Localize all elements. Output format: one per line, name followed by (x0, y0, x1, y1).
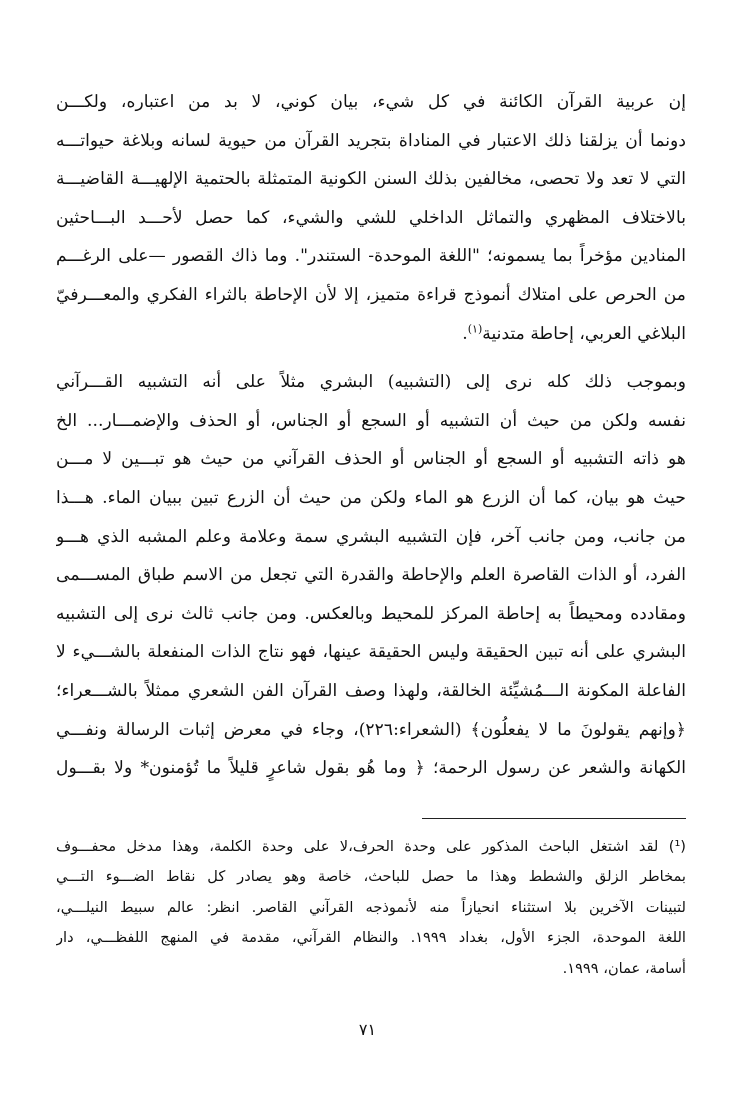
text-line: حيث هو بيان، كما أن الزرع هو الماء ولكن من حيث أن الزرع تبين ببيان الماء. هـــذا (56, 487, 686, 508)
text-line: التي لا تعد ولا تحصى، مخالفين بذلك السنن الكونية المتمثلة بالحتمية الإلهيـــة القاضيـــة (56, 169, 686, 190)
text-line (56, 315, 686, 354)
text-line: المنادين مؤخراً بما يسمونه؛ "اللغة الموحدة- الستندر". وما ذاك القصور —على الرغـــم (56, 246, 686, 267)
main-text (56, 83, 686, 788)
text-line: ﴿وإنهم يقولونَ ما لا يفعلُون﴾ (الشعراء:٢٢٦)، وجاء في معرض إثبات الرسالة ونفـــي (56, 719, 686, 740)
text-line: هو ذاته التشبيه أو السجع أو الجناس أو الحذف القرآني من حيث هو تبـــين لا مـــن (56, 449, 686, 470)
text-line: الفاعلة المكونة الـــمُشيِّئة الخالقة، ولهذا وصف القرآن الفن الشعري ممثلاً بالشـــعراء؛ (56, 680, 686, 701)
text-line: الفرد، أو الذات القاصرة العلم والإحاطة والقدرة التي تجعل من الاسم طباق المســـمى (56, 565, 686, 586)
text-line: إن عربية القرآن الكائنة في كل شيء، بيان كوني، لا بد من اعتباره، ولكـــن (56, 92, 686, 112)
sentence-end: . (462, 323, 468, 344)
paragraph-2 (56, 363, 686, 788)
paragraph-gap (56, 353, 686, 363)
page-number: ٧١ (358, 1020, 377, 1039)
footnote-line: لتبينات الآخرين بلا استثناء انحيازاً منه لأنموذجه القرآني القاصر. انظر: عالم سبيط النيلـــي، (56, 898, 686, 916)
text-line: دونما أن يزلقنا ذلك الاعتبار في المناداة بتجريد القرآن من حيوية لسانه وبلاغة حيواتـــه (56, 130, 686, 151)
text-line: من جانب، ومن جانب آخر، فإن التشبيه البشري سمة وعلامة وعلم المشبه الذي هـــو (56, 526, 686, 547)
paragraph-1 (56, 83, 686, 353)
footnote-line: اللغة الموحدة، الجزء الأول، بغداد ١٩٩٩. والنظام القرآني، مقدمة في المنهج اللفظـــي، دار (56, 929, 686, 947)
text-line: وبموجب ذلك كله نرى إلى (التشبيه) البشري مثلاً على أنه التشبيه القـــرآني (56, 372, 686, 393)
footnote (56, 832, 686, 984)
footnote-line: أسامة، عمان، ١٩٩٩. (562, 959, 686, 977)
footnote-line: (¹) لقد اشتغل الباحث المذكور على وحدة الحرف،لا على وحدة الكلمة، وهذا مدخل محفـــوف (56, 838, 686, 855)
footnote-separator (422, 818, 686, 819)
text-line: البشري على أنه تبين الحقيقة وليس الحقيقة عينها، فهو نتاج الذات المنفعلة بالشـــيء لا (56, 642, 686, 663)
text-line: من الحرص على امتلاك أنموذج قراءة متميز، إلا لأن الإحاطة بالثراء الفكري والمعـــرفيّ (56, 284, 686, 305)
footnote-reference[interactable]: (١) (467, 321, 483, 335)
text-line: نفسه ولكن من حيث أن التشبيه أو السجع أو الجناس، أو الحذف والإضمـــار... الخ (56, 410, 686, 431)
footnote-line: بمخاطر الزلق والشطط وهذا ما حصل للباحث، خاصة وهو يصادر كل نقاط الضـــوء التـــي (56, 868, 686, 886)
text-line: بالاختلاف المظهري والتماثل الداخلي للشي والشيء، كما حصل لأحـــد البـــاحثين (56, 207, 686, 228)
text-line-content: البلاغي العربي، إحاطة متدنية (482, 323, 686, 344)
text-line: ومقادده ومحيطاً به إحاطة المركز للمحيط وبالعكس. ومن جانب ثالث نرى إلى التشبيه (56, 603, 686, 624)
text-line: الكهانة والشعر عن رسول الرحمة؛ ﴿ وما هُو بقول شاعرٍ قليلاً ما تُؤمنون* ولا بقـــول (56, 758, 686, 779)
